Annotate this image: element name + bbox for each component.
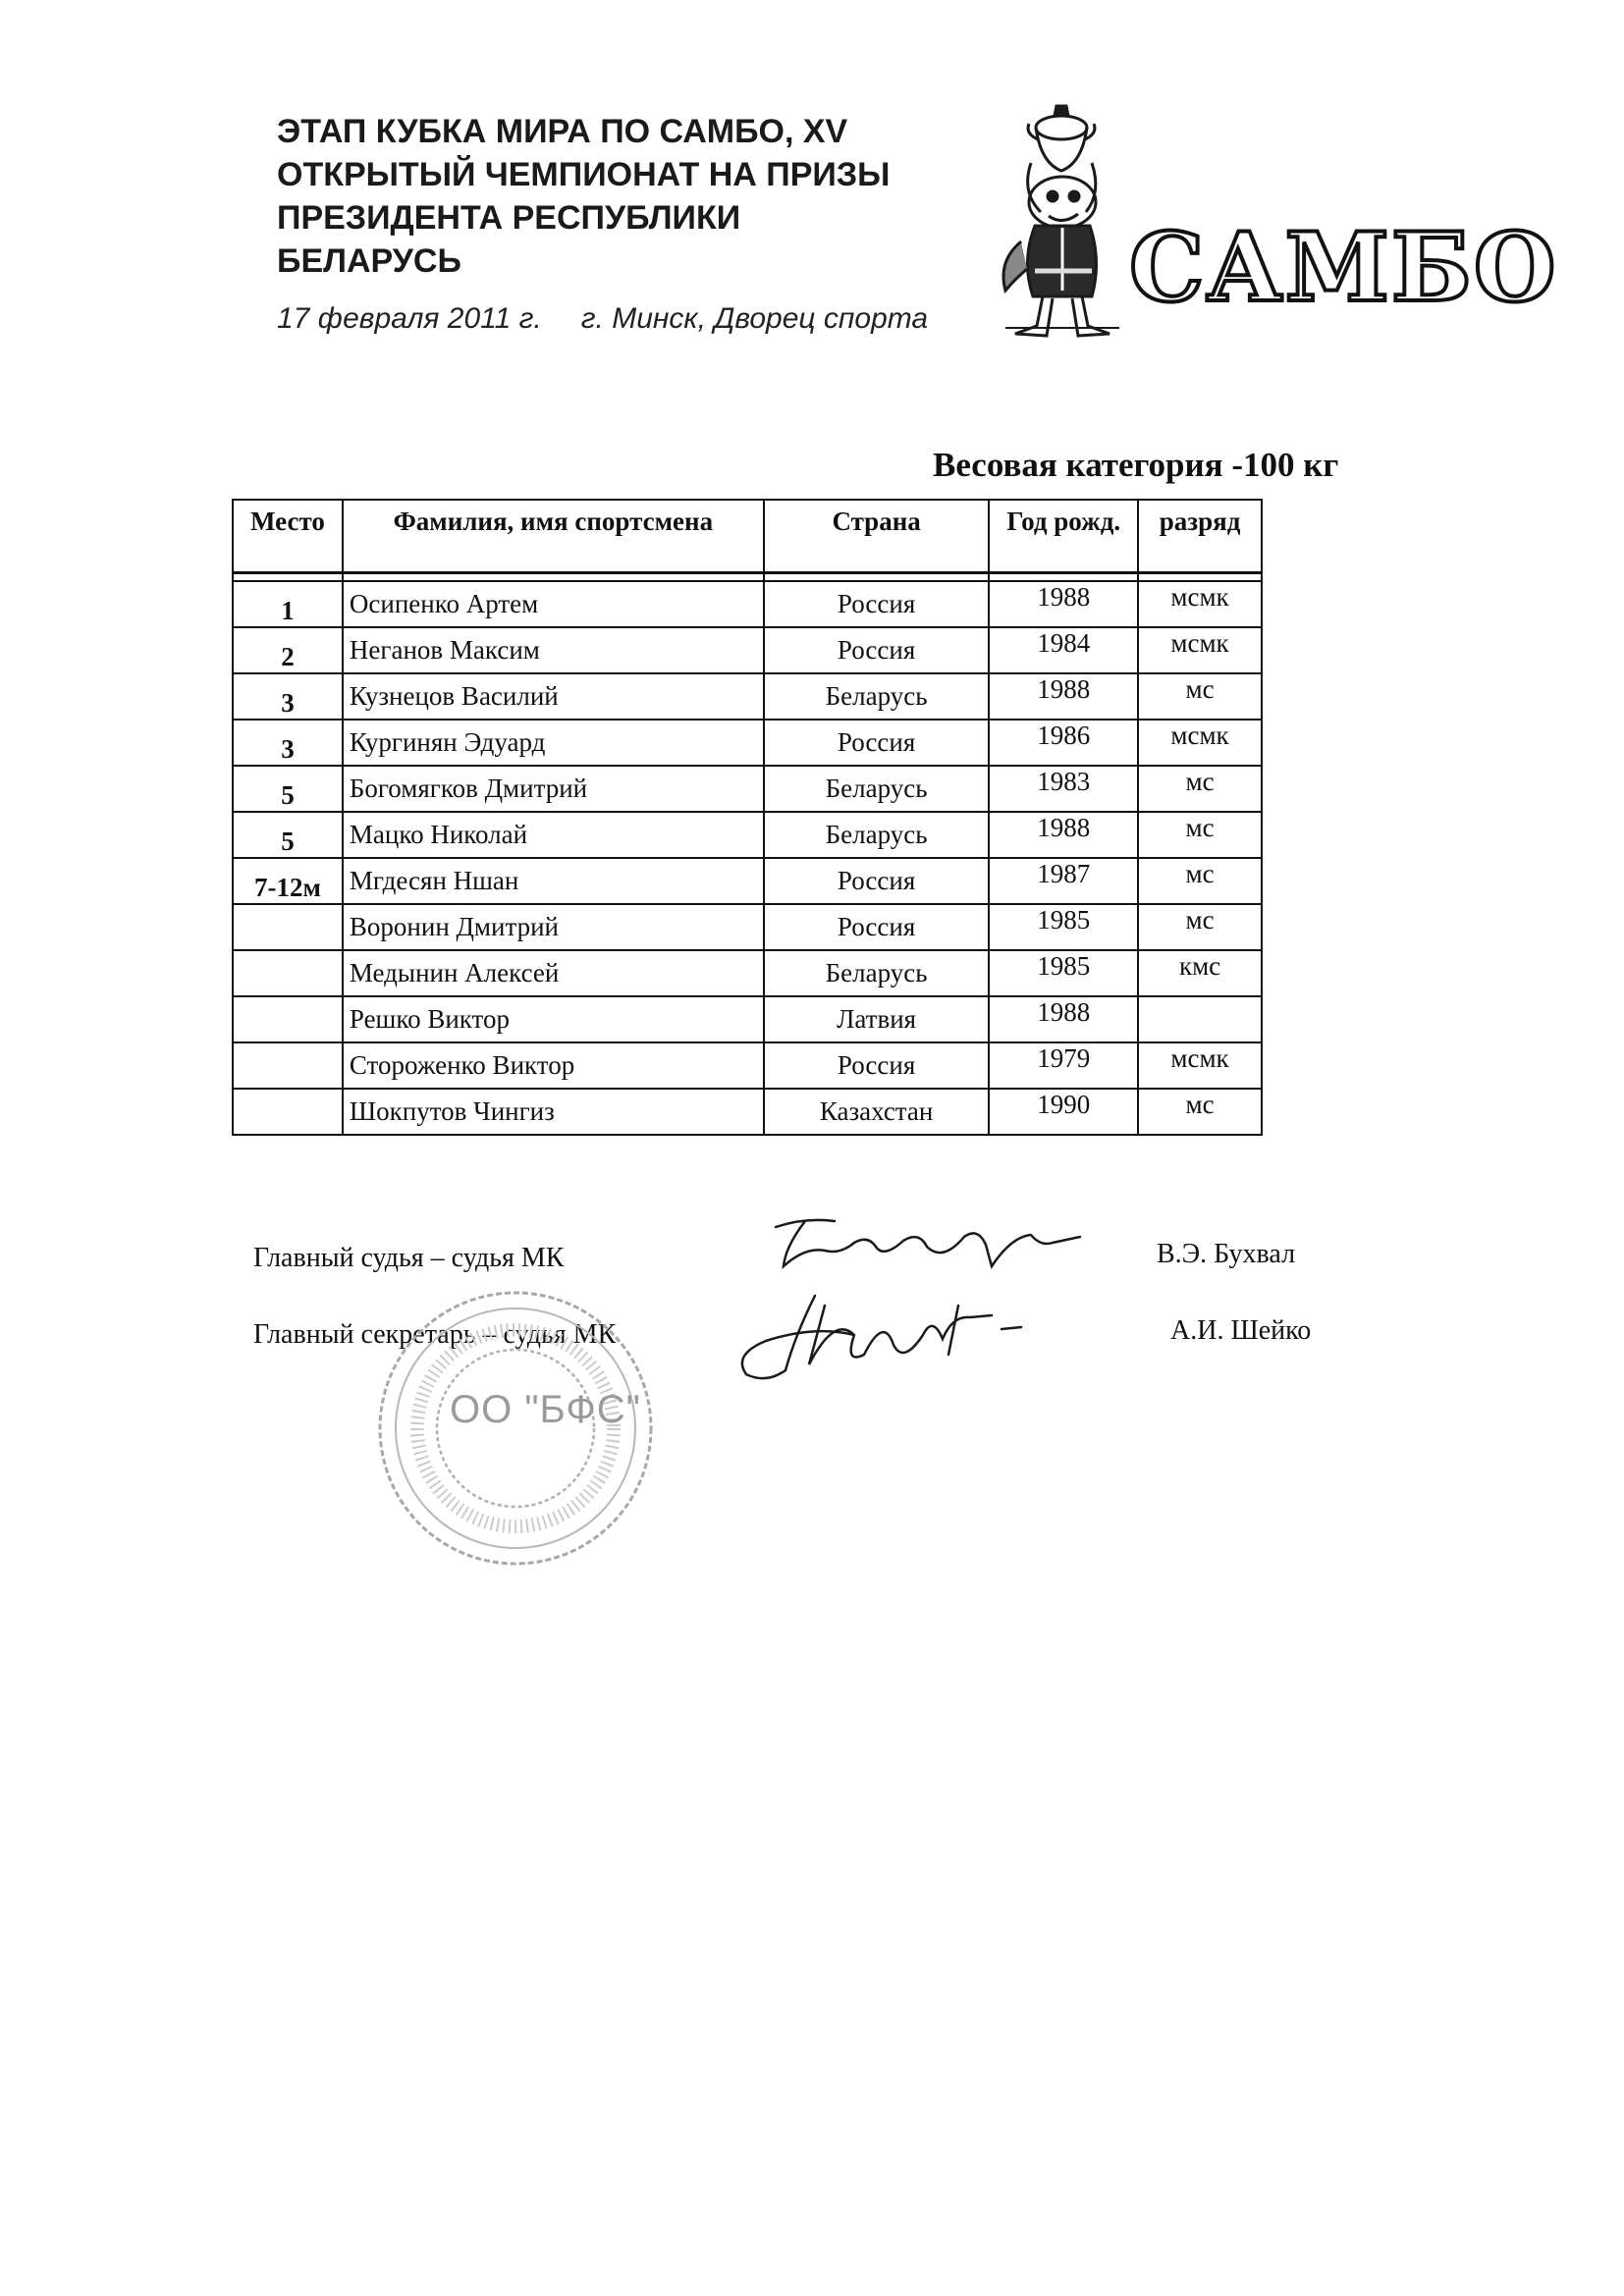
- birth-year-cell: 1988: [989, 581, 1138, 627]
- athlete-name-cell: Мгдесян Ншан: [343, 858, 764, 904]
- country-cell: Россия: [764, 858, 990, 904]
- country-cell: Россия: [764, 904, 990, 950]
- table-row: [233, 1089, 1262, 1135]
- place-cell: 3: [233, 720, 343, 766]
- table-row: [233, 581, 1262, 627]
- secretary-role: Главный секретарь – судья МК: [253, 1319, 617, 1350]
- weight-category: Весовая категория -100 кг: [933, 446, 1339, 484]
- logo-text: САМБО: [1129, 212, 1558, 323]
- place-cell: 3: [233, 673, 343, 720]
- athlete-name-cell: Стороженко Виктор: [343, 1042, 764, 1089]
- title-line: ОТКРЫТЫЙ ЧЕМПИОНАТ НА ПРИЗЫ: [277, 156, 891, 193]
- rank-cell: мсмк: [1138, 627, 1262, 673]
- place-cell: [233, 1042, 343, 1089]
- results-table: [232, 499, 1263, 1136]
- athlete-name-cell: Неганов Максим: [343, 627, 764, 673]
- table-row: [233, 950, 1262, 996]
- birth-year-cell: 1987: [989, 858, 1138, 904]
- place-cell: 5: [233, 766, 343, 812]
- country-cell: Россия: [764, 627, 990, 673]
- athlete-name-cell: Мацко Николай: [343, 812, 764, 858]
- event-date: 17 февраля 2011 г.: [277, 302, 542, 335]
- athlete-name-cell: Богомягков Дмитрий: [343, 766, 764, 812]
- country-cell: Казахстан: [764, 1089, 990, 1135]
- athlete-name-cell: Решко Виктор: [343, 996, 764, 1042]
- place-cell: 2: [233, 627, 343, 673]
- event-info: [277, 302, 928, 336]
- place-cell: [233, 904, 343, 950]
- judge-signature-icon: [746, 1207, 1100, 1286]
- rank-cell: мсмк: [1138, 1042, 1262, 1089]
- birth-year-cell: 1985: [989, 950, 1138, 996]
- sambo-logo: [992, 94, 1558, 351]
- place-cell: [233, 1089, 343, 1135]
- table-header-row: [233, 500, 1262, 572]
- event-place: г. Минск, Дворец спорта: [580, 302, 929, 335]
- birth-year-cell: 1988: [989, 673, 1138, 720]
- birth-year-cell: 1988: [989, 812, 1138, 858]
- country-cell: Беларусь: [764, 950, 990, 996]
- rank-cell: мс: [1138, 673, 1262, 720]
- rank-cell: мс: [1138, 858, 1262, 904]
- stamp-text: ОО "БФС": [450, 1388, 641, 1431]
- rank-cell: мс: [1138, 1089, 1262, 1135]
- table-row: [233, 627, 1262, 673]
- country-cell: Россия: [764, 720, 990, 766]
- place-cell: [233, 996, 343, 1042]
- mascot-figure-icon: [1003, 106, 1119, 336]
- country-cell: Россия: [764, 581, 990, 627]
- judge-name: В.Э. Бухвал: [1157, 1239, 1296, 1269]
- birth-year-cell: 1988: [989, 996, 1138, 1042]
- rank-cell: мс: [1138, 904, 1262, 950]
- table-row: [233, 673, 1262, 720]
- birth-year-cell: 1983: [989, 766, 1138, 812]
- place-cell: 1: [233, 581, 343, 627]
- rank-cell: кмс: [1138, 950, 1262, 996]
- results-body: [233, 572, 1262, 1135]
- header-rank: разряд: [1138, 500, 1262, 572]
- header-year: Год рожд.: [989, 500, 1138, 572]
- athlete-name-cell: Медынин Алексей: [343, 950, 764, 996]
- athlete-name-cell: Осипенко Артем: [343, 581, 764, 627]
- birth-year-cell: 1986: [989, 720, 1138, 766]
- country-cell: Беларусь: [764, 812, 990, 858]
- country-cell: Беларусь: [764, 673, 990, 720]
- place-cell: 5: [233, 812, 343, 858]
- athlete-name-cell: Воронин Дмитрий: [343, 904, 764, 950]
- table-row: [233, 812, 1262, 858]
- table-row: [233, 996, 1262, 1042]
- athlete-name-cell: Кузнецов Василий: [343, 673, 764, 720]
- rank-cell: мсмк: [1138, 720, 1262, 766]
- birth-year-cell: 1985: [989, 904, 1138, 950]
- header-country: Страна: [764, 500, 990, 572]
- rank-cell: мс: [1138, 766, 1262, 812]
- title-line: ЭТАП КУБКА МИРА ПО САМБО, XV: [277, 113, 848, 150]
- country-cell: Латвия: [764, 996, 990, 1042]
- table-row: [233, 904, 1262, 950]
- judge-role: Главный судья – судья МК: [253, 1243, 565, 1273]
- table-row: [233, 766, 1262, 812]
- table-row: [233, 1042, 1262, 1089]
- table-spacer: [233, 572, 1262, 581]
- athlete-name-cell: Кургинян Эдуард: [343, 720, 764, 766]
- rank-cell: мсмк: [1138, 581, 1262, 627]
- birth-year-cell: 1990: [989, 1089, 1138, 1135]
- place-cell: [233, 950, 343, 996]
- birth-year-cell: 1984: [989, 627, 1138, 673]
- header-name: Фамилия, имя спортсмена: [343, 500, 764, 572]
- rank-cell: [1138, 996, 1262, 1042]
- table-row: [233, 720, 1262, 766]
- secretary-name: А.И. Шейко: [1170, 1315, 1312, 1346]
- rank-cell: мс: [1138, 812, 1262, 858]
- table-row: [233, 858, 1262, 904]
- header-place: Место: [233, 500, 343, 572]
- secretary-signature-icon: [727, 1276, 1041, 1394]
- place-cell: 7-12м: [233, 858, 343, 904]
- country-cell: Беларусь: [764, 766, 990, 812]
- birth-year-cell: 1979: [989, 1042, 1138, 1089]
- document-title: [277, 110, 984, 283]
- athlete-name-cell: Шокпутов Чингиз: [343, 1089, 764, 1135]
- title-line: ПРЕЗИДЕНТА РЕСПУБЛИКИ: [277, 199, 741, 237]
- title-line: БЕЛАРУСЬ: [277, 242, 461, 280]
- country-cell: Россия: [764, 1042, 990, 1089]
